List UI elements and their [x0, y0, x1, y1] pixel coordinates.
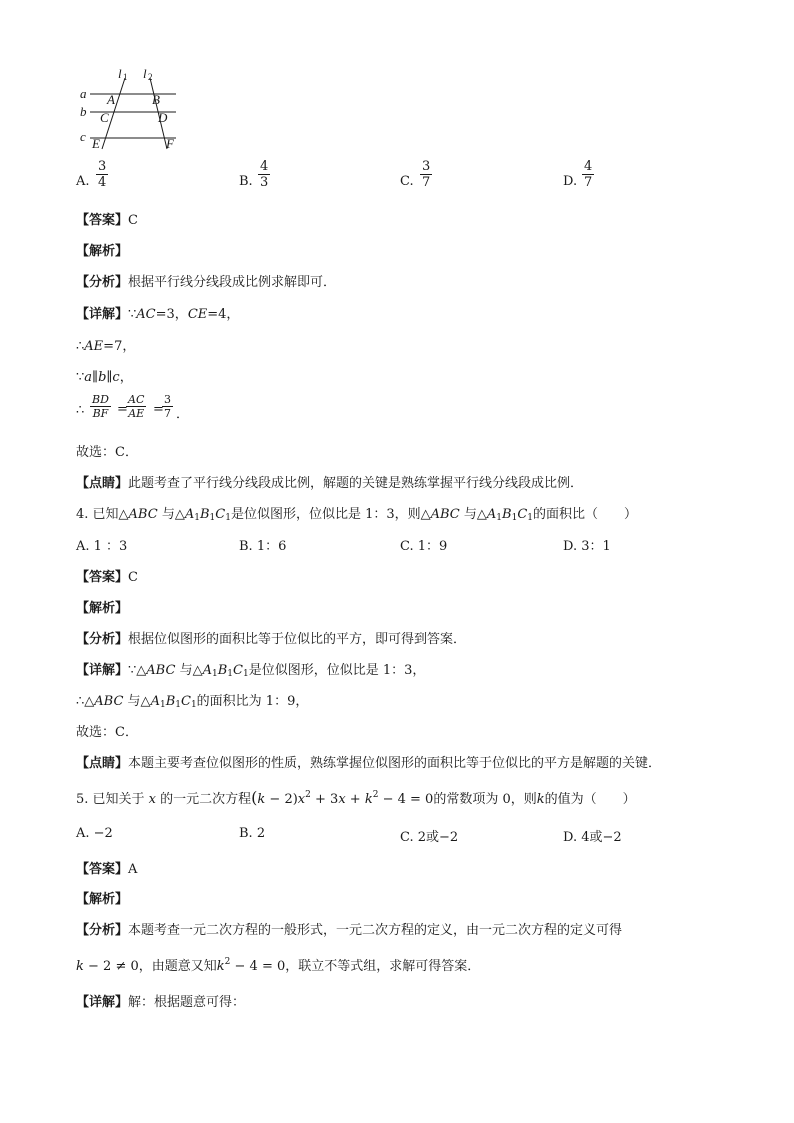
- q5-option-a: A. −2: [76, 826, 113, 841]
- q3-option-b-fraction: $\frac{4}{3}$: [260, 159, 269, 190]
- q3-detail-line3: ∵a∥b∥c，: [76, 370, 133, 385]
- q3-option-b-letter: B.: [239, 174, 253, 189]
- q3-choose: 故选：C．: [76, 445, 138, 460]
- label-b: b: [80, 104, 87, 119]
- q5-option-d: D. 4或−2: [563, 830, 622, 845]
- label-F: F: [166, 136, 174, 151]
- label-E: E: [92, 136, 100, 151]
- q5-option-c: C. 2或−2: [400, 830, 459, 845]
- q3-option-c-letter: C.: [400, 174, 414, 189]
- label-C: C: [100, 110, 109, 125]
- label-l2-sub: 2: [148, 72, 153, 82]
- q3-detail-line2: ∴AE=7，: [76, 339, 136, 354]
- q4-option-b: B. 1：6: [239, 539, 287, 554]
- therefore-symbol: ∴: [76, 403, 85, 418]
- q5-stem: 5. 已知关于 x 的一元二次方程$(k - 2)x^2 + 3x + k^2 - 4 = 0$的常数项为 0，则k的值为（ ）: [76, 788, 636, 807]
- label-A: A: [107, 92, 115, 107]
- fraction-3-7: $\frac{3}{7}$: [164, 393, 171, 420]
- label-B: B: [152, 92, 160, 107]
- q4-option-a: A. 1 ：3: [76, 539, 128, 554]
- equation-end: ．: [176, 407, 190, 422]
- q4-comment: 【点睛】本题主要考查位似图形的性质，熟练掌握位似图形的面积比等于位似比的平方是解题的关键．: [76, 756, 662, 771]
- q5-detail: 【详解】解：根据题意可得：: [76, 995, 246, 1010]
- parallel-lines-figure: [76, 64, 196, 154]
- q3-analysis-heading: 【解析】: [76, 244, 129, 259]
- q4-option-c: C. 1：9: [400, 539, 448, 554]
- label-l1: l: [118, 66, 122, 81]
- q3-detail-line1: 【详解】∵AC=3，CE=4，: [76, 307, 240, 322]
- q4-answer: 【答案】C: [76, 570, 138, 585]
- q4-detail-line2: ∴△ABC 与$\triangle A_1B_1C_1$的面积比为 1：9，: [76, 694, 309, 710]
- q3-option-c-fraction: $\frac{3}{7}$: [422, 159, 431, 190]
- q3-comment: 【点睛】此题考查了平行线分线段成比例，解题的关键是熟练掌握平行线分线段成比例．: [76, 476, 584, 491]
- label-l1-sub: 1: [123, 72, 128, 82]
- q4-analysis-heading: 【解析】: [76, 601, 129, 616]
- q4-fenxi: 【分析】根据位似图形的面积比等于位似比的平方，即可得到答案．: [76, 632, 467, 647]
- fraction-ac-ae: $\frac{AC}{AE}$: [128, 393, 145, 420]
- equals-sign-2: =: [153, 402, 164, 417]
- q3-fenxi: 【分析】根据平行线分线段成比例求解即可．: [76, 275, 337, 290]
- label-D: D: [158, 110, 168, 125]
- q3-option-a-fraction: $\frac{3}{4}$: [98, 159, 107, 190]
- q4-detail-line1: 【详解】∵△ABC 与$\triangle A_1B_1C_1$是位似图形，位似比是 1：3，: [76, 663, 426, 679]
- q5-analysis-heading: 【解析】: [76, 892, 129, 907]
- q3-option-d-fraction: $\frac{4}{7}$: [584, 159, 593, 190]
- q3-option-a-letter: A.: [76, 174, 90, 189]
- q4-choose: 故选：C．: [76, 725, 138, 740]
- q4-stem: 4. 已知△ABC 与$\triangle A_1B_1C_1$是位似图形，位似比是 1：3，则△ABC 与$\triangle A_1B_1C_1$的面积比（ ）: [76, 507, 638, 523]
- q5-fenxi: 【分析】本题考查一元二次方程的一般形式，一元二次方程的定义，由一元二次方程的定义可得: [76, 923, 623, 938]
- q4-option-d: D. 3：1: [563, 539, 611, 554]
- label-a: a: [80, 86, 87, 101]
- q3-option-d-letter: D.: [563, 174, 578, 189]
- q5-answer: 【答案】A: [76, 862, 138, 877]
- label-l2: l: [143, 66, 147, 81]
- label-c: c: [80, 129, 86, 144]
- q5-fenxi-line2: k − 2 ≠ 0，由题意又知$k^2 - 4 = 0$，联立不等式组，求解可得答案．: [76, 957, 481, 974]
- q5-option-b: B. 2: [239, 826, 266, 841]
- q3-answer: 【答案】C: [76, 213, 138, 228]
- fraction-bd-bf: $\frac{BD}{BF}$: [92, 393, 109, 420]
- equals-sign-1: =: [117, 402, 128, 417]
